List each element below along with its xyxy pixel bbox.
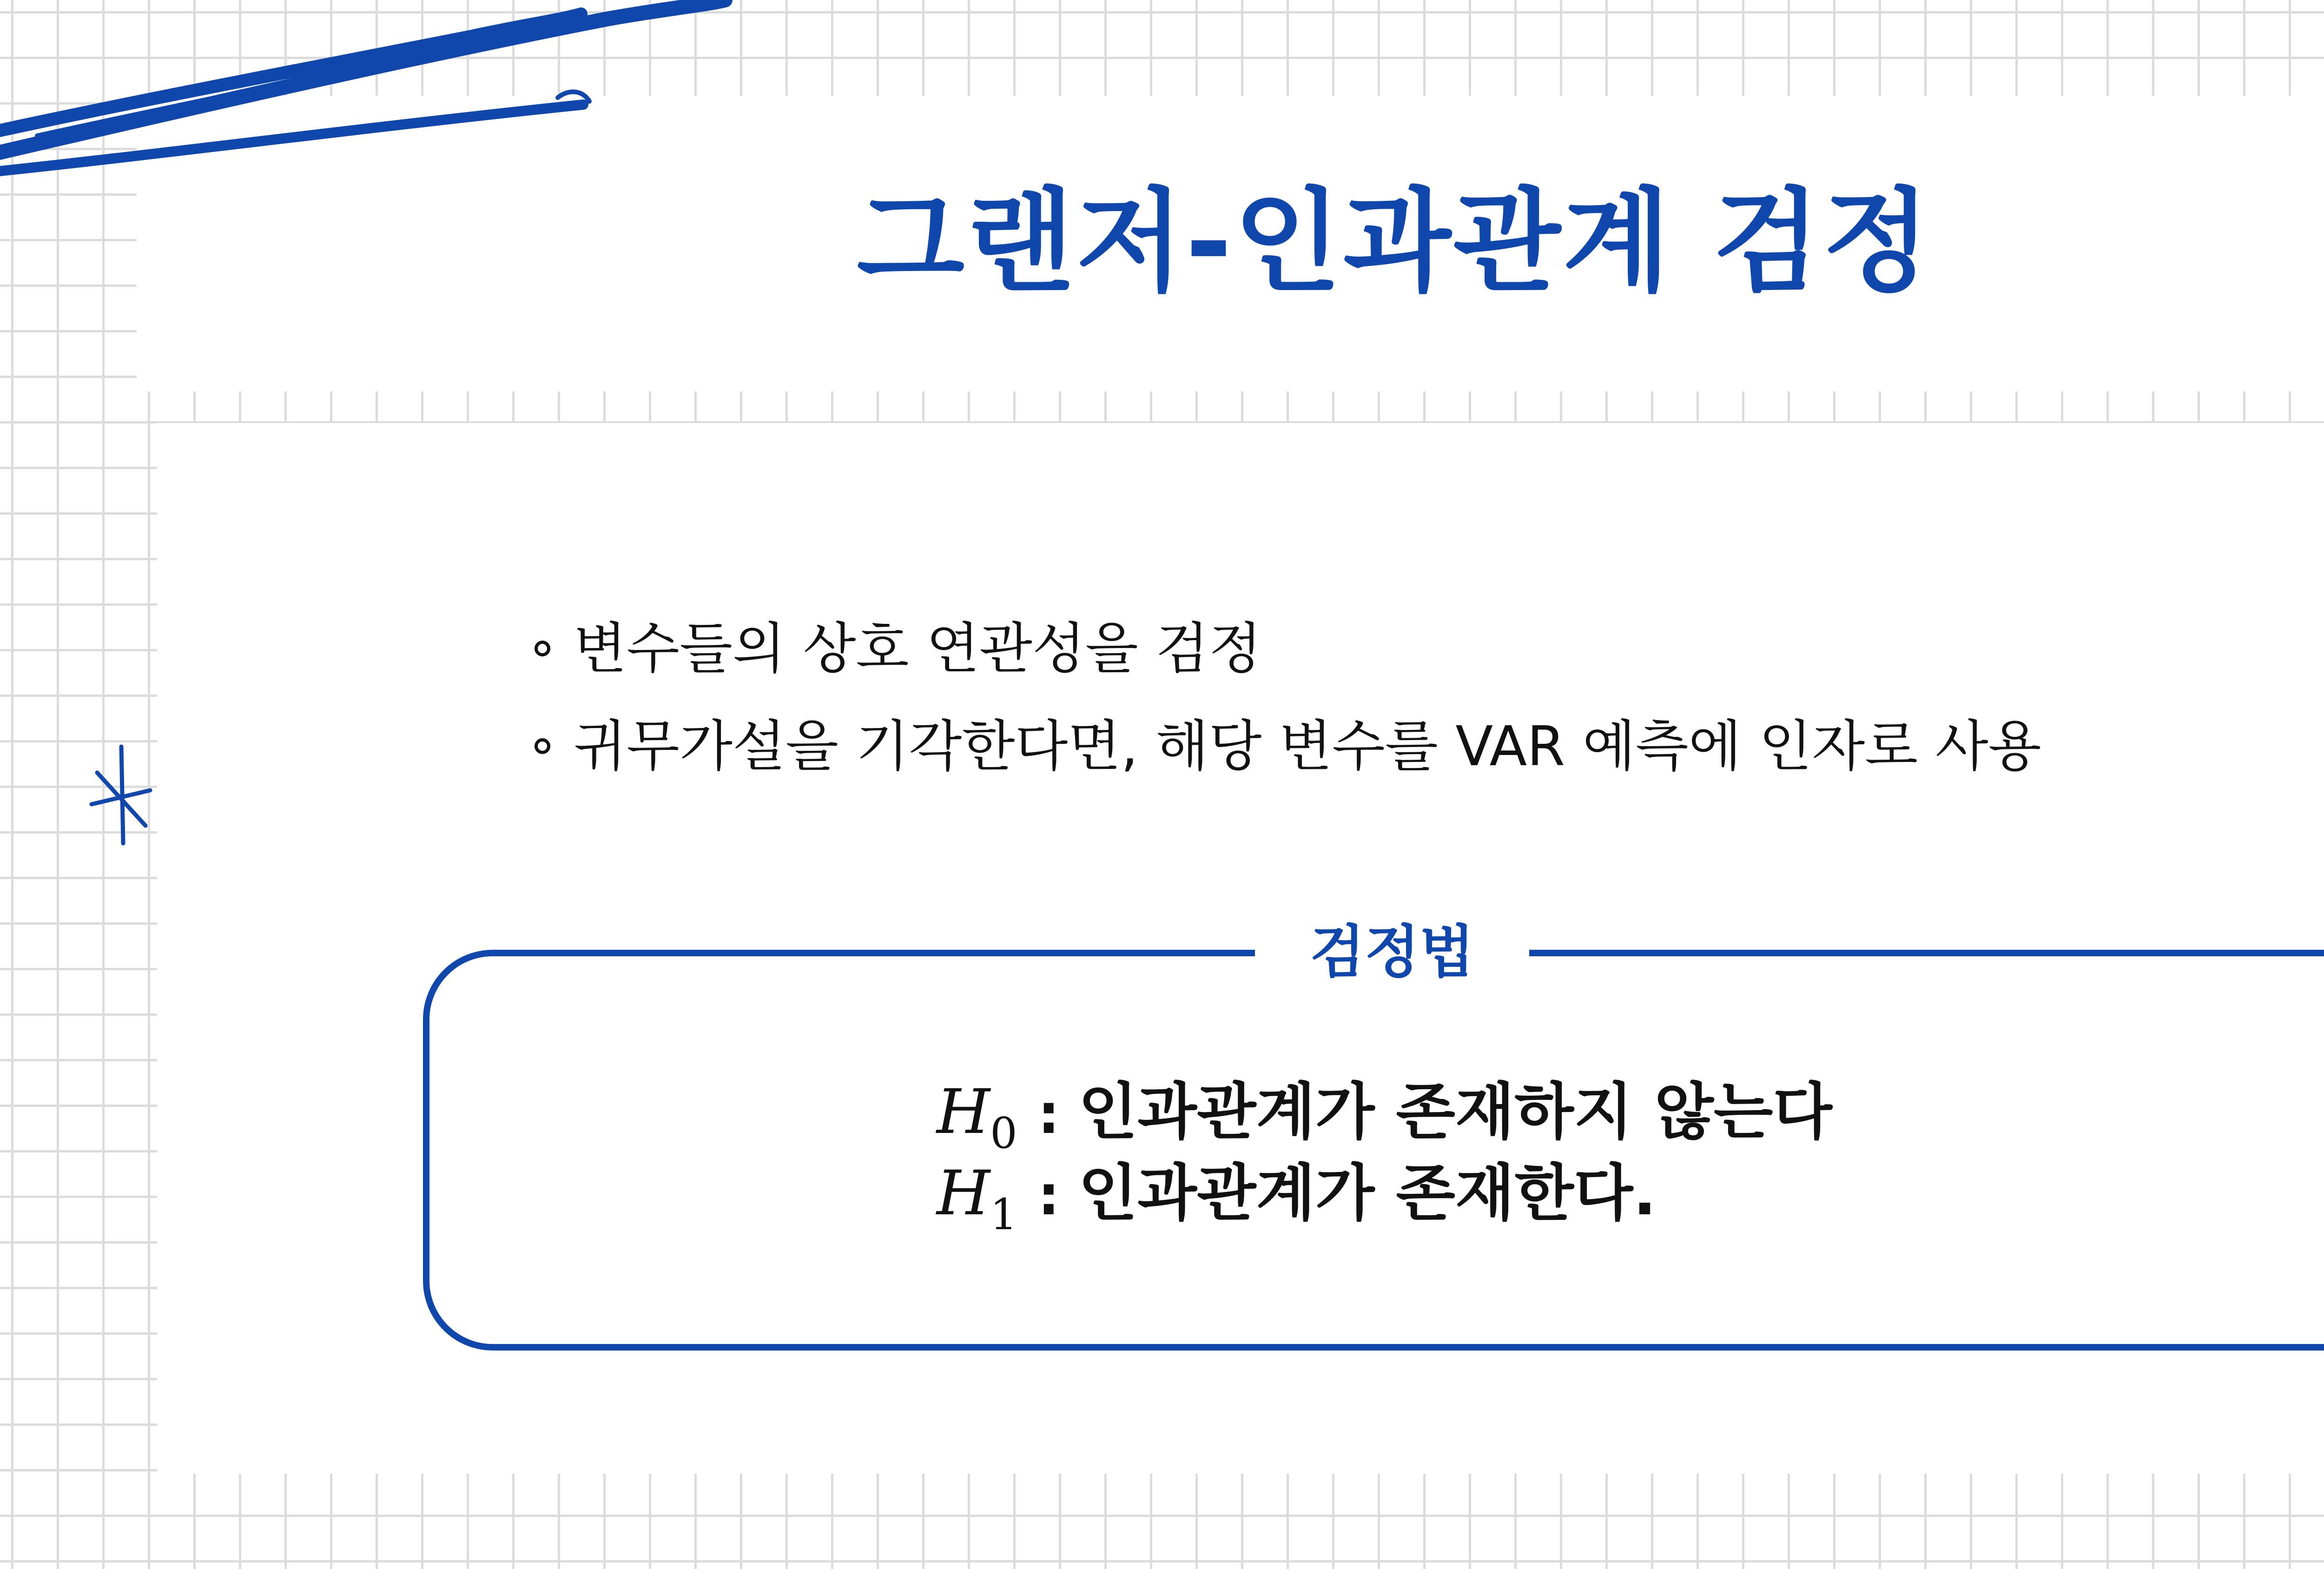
- hypothesis-colon: :: [1037, 1163, 1060, 1227]
- alternative-hypothesis: [937, 1144, 1657, 1239]
- method-title: 검정법: [1255, 910, 1529, 994]
- hypothesis-text: 인과관계가 존재하지 않는다: [1078, 1076, 1832, 1148]
- bullet-circle-icon: [535, 641, 550, 656]
- hypothesis-symbol: $H_1$: [937, 1158, 1017, 1239]
- brush-scribble-icon: [0, 0, 790, 186]
- page-title: 그랜저-인과관계 검정: [857, 177, 1932, 307]
- list-item: [535, 600, 2041, 697]
- list-item: [535, 697, 2041, 795]
- hypothesis-text: 인과관계가 존재한다.: [1078, 1158, 1657, 1229]
- hypothesis-symbol: $H_0$: [937, 1076, 1017, 1158]
- bullet-circle-icon: [535, 738, 550, 754]
- list-item-text: 변수들의 상호 연관성을 검정: [574, 616, 1262, 681]
- sparkle-star-icon: [86, 739, 156, 851]
- list-item-text: 귀무가설을 기각한다면, 해당 변수를 VAR 예측에 인자로 사용: [574, 714, 2041, 778]
- bullet-list: [535, 600, 2041, 795]
- hypothesis-colon: :: [1037, 1082, 1060, 1146]
